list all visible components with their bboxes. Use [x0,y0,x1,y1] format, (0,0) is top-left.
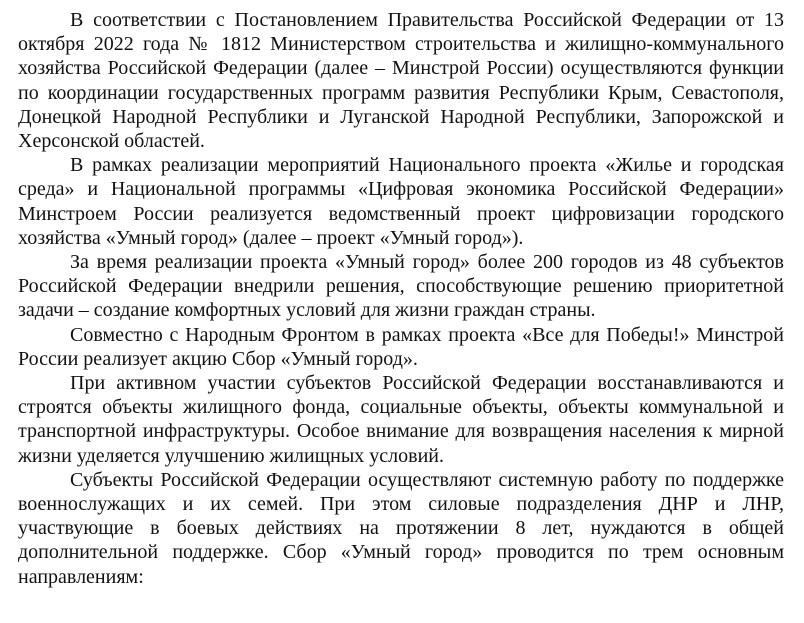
paragraph-military-support: Субъекты Российской Федерации осуществляют системную работу по поддержке военнослужащих и их семей. При этом силовые подразделения ДНР и ЛНР, участвующие в боевых действиях на протяжении 8 лет, нуждаются в общей дополнительной поддержке. Сбор «Умный город» проводится по трем основным направлениям: [18,468,784,588]
paragraph-ministry-functions: В соответствии с Постановлением Правительства Российской Федерации от 13 октября 2022 года № 1812 Министерством строительства и жилищно-коммунального хозяйства Российской Федерации (далее – Минстрой России) осуществляются функции по координации государственных программ развития Республики Крым, Севастополя, Донецкой Народной Республики и Луганской Народной Республики, Запорожской и Херсонской областей. [18,9,784,153]
paragraph-reconstruction: При активном участии субъектов Российской Федерации восстанавливаются и строятся объекты жилищного фонда, социальные объекты, объекты коммунальной и транспортной инфраструктуры. Особое внимание для возвращения населения к мирной жизни уделяется улучшению жилищных условий. [18,372,784,467]
paragraph-project-results: За время реализации проекта «Умный город» более 200 городов из 48 субъектов Российской Федерации внедрили решения, способствующие решению приоритетной задачи – создание комфортных условий для жизни граждан страны. [18,251,784,322]
paragraph-collection-campaign: Совместно с Народным Фронтом в рамках проекта «Все для Победы!» Минстрой России реализует акцию Сбор «Умный город». [18,323,784,370]
paragraph-smart-city-project: В рамках реализации мероприятий Национального проекта «Жилье и городская среда» и Национальной программы «Цифровая экономика Российской Федерации» Минстроем России реализуется ведомственный проект цифровизации городского хозяйства «Умный город» (далее – проект «Умный город»). [18,154,784,249]
